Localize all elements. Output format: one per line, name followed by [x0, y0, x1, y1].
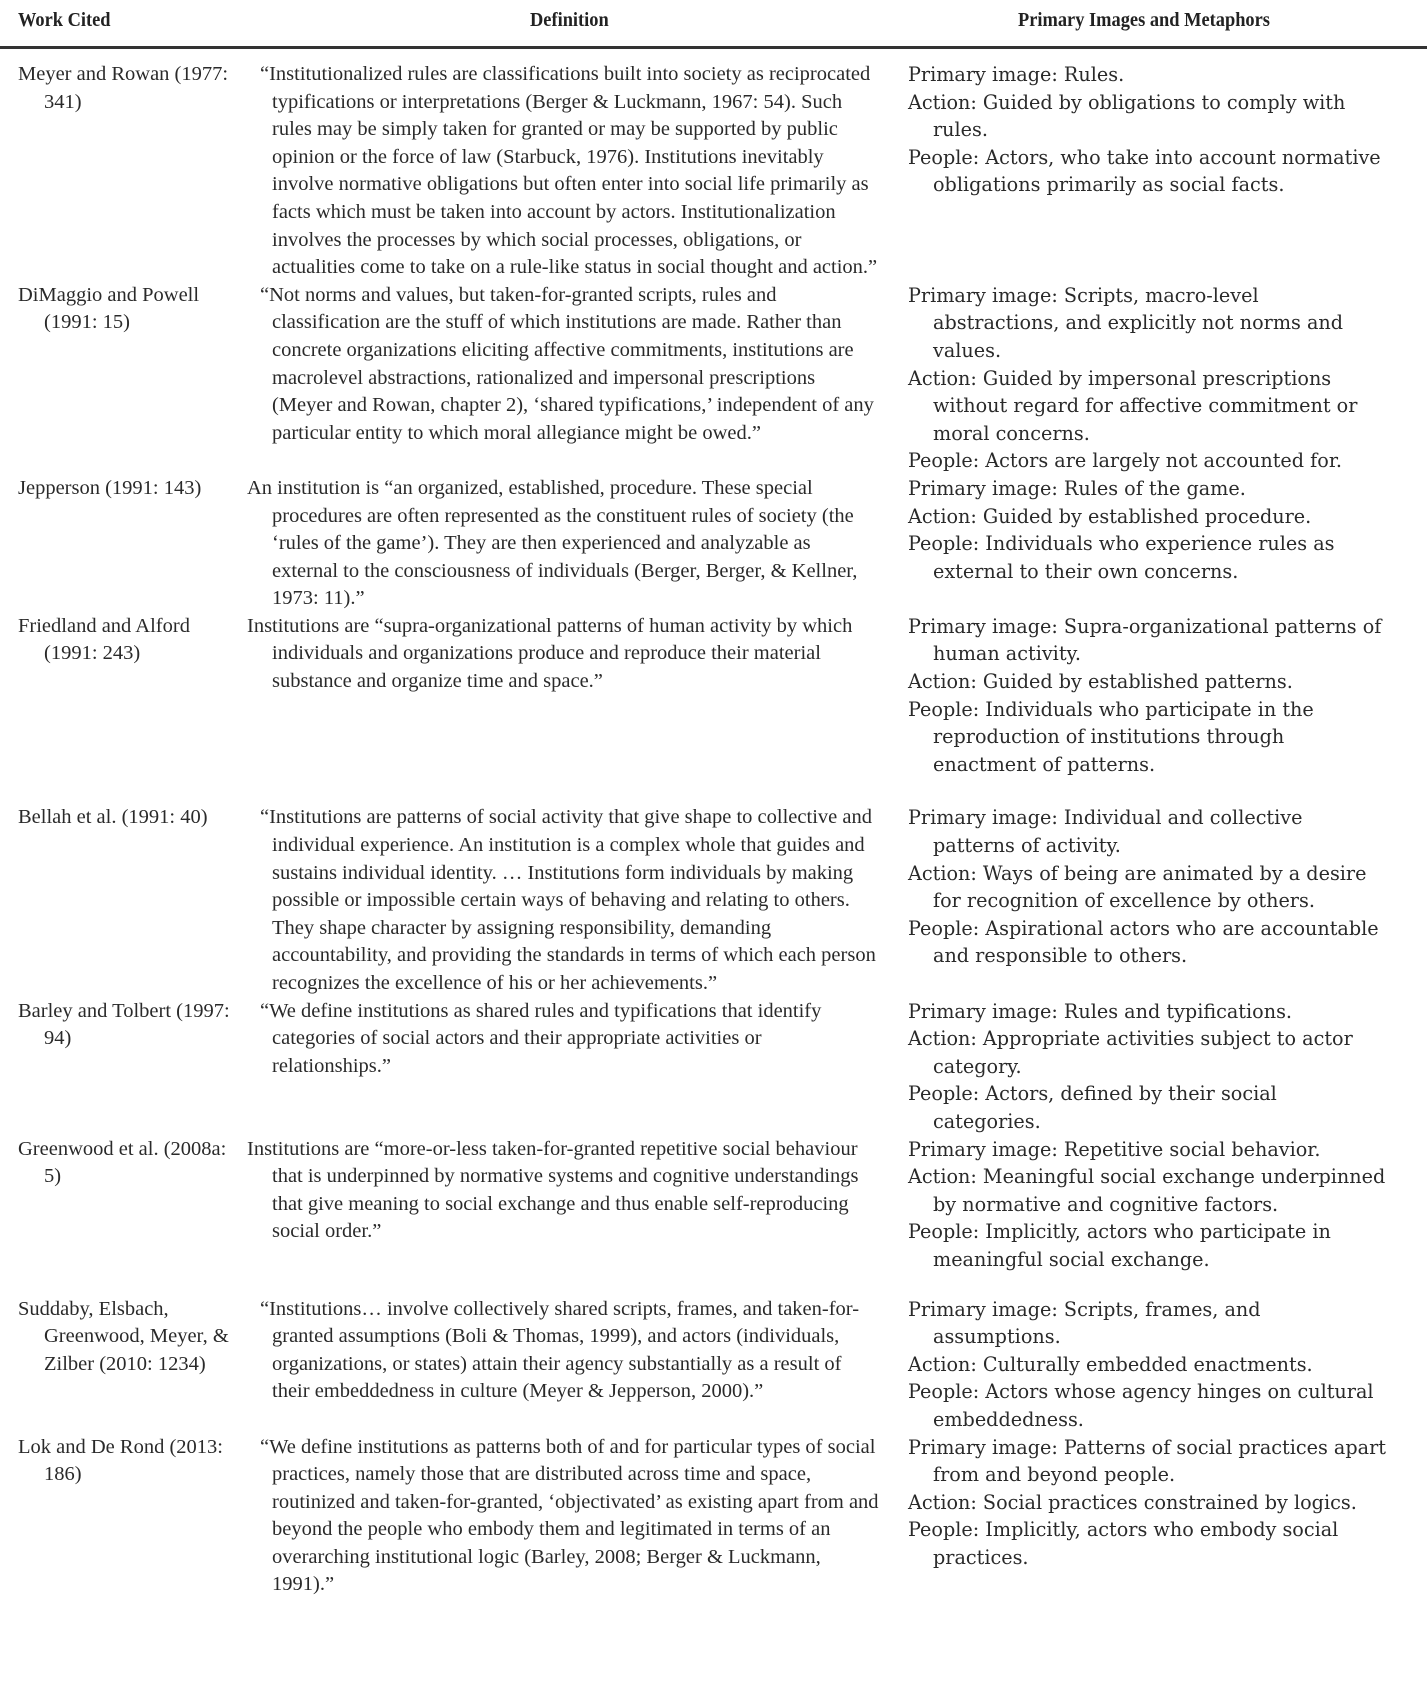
- header-work-cited: Work Cited: [18, 9, 111, 31]
- header-images: Primary Images and Metaphors: [1018, 9, 1270, 31]
- action-text: Action: Appropriate activities subject to actor category.: [908, 1027, 1353, 1078]
- definition-text: “Not norms and values, but taken-for-granted scripts, rules and classification are the stuff of which institutions are made. Rather than concrete organizations eliciting affective commitments, institutions are macrolevel abstractions, rationalized and impersonal prescriptions (Meyer and Rowan, chapter 2), ‘shared typifications,’ independent of any particular entity to which moral allegiance might be owed.”: [260, 283, 874, 444]
- primary-image-text: Primary image: Individual and collective patterns of activity.: [908, 806, 1303, 858]
- table-row: [0, 1136, 1427, 1274]
- images-cell: [879, 61, 1388, 199]
- definition-cell: [247, 998, 879, 1081]
- work-cited-cell: [0, 804, 247, 832]
- work-cited-cell: [0, 613, 247, 668]
- header-definition: Definition: [530, 9, 609, 31]
- work-cited-text: Suddaby, Elsbach, Greenwood, Meyer, & Zilber (2010: 1234): [18, 1297, 229, 1375]
- work-cited-cell: [0, 1136, 247, 1191]
- work-cited-cell: [0, 282, 247, 337]
- table-row: [0, 282, 1427, 475]
- primary-image-text: Primary image: Scripts, frames, and assumptions.: [908, 1297, 1261, 1349]
- table-row: [0, 613, 1427, 779]
- definition-text: “We define institutions as shared rules and typifications that identify categories of social actors and their appropriate activities or relationships.”: [260, 999, 822, 1077]
- images-cell: [879, 475, 1388, 585]
- primary-image-text: Primary image: Rules.: [908, 63, 1125, 86]
- work-cited-text: Friedland and Alford (1991: 243): [18, 614, 190, 665]
- work-cited-cell: [0, 61, 247, 116]
- work-cited-text: Lok and De Rond (2013: 186): [18, 1435, 223, 1486]
- images-cell: [879, 804, 1388, 970]
- people-text: People: Actors whose agency hinges on cultural embeddedness.: [908, 1380, 1374, 1431]
- work-cited-cell: [0, 998, 247, 1053]
- work-cited-text: DiMaggio and Powell (1991: 15): [18, 283, 200, 334]
- primary-image-text: Primary image: Scripts, macro-level abstractions, and explicitly not norms and values.: [908, 283, 1344, 362]
- table-row: [0, 475, 1427, 613]
- people-text: People: Implicitly, actors who participate in meaningful social exchange.: [908, 1220, 1331, 1271]
- table-row: [0, 804, 1427, 997]
- definition-cell: [247, 1434, 879, 1600]
- primary-image-text: Primary image: Supra-organizational patterns of human activity.: [908, 614, 1382, 666]
- action-text: Action: Culturally embedded enactments.: [908, 1352, 1313, 1376]
- action-text: Action: Guided by established patterns.: [908, 670, 1293, 694]
- definition-cell: [247, 613, 879, 696]
- primary-image-text: Primary image: Patterns of social practices apart from and beyond people.: [908, 1435, 1386, 1487]
- action-text: Action: Guided by obligations to comply with rules.: [908, 90, 1346, 142]
- definition-text: “Institutions are patterns of social activity that give shape to collective and individual experience. An institution is a complex whole that guides and sustains individual identity. … Institutions form individuals by making possible or impossible certain ways of behaving and relating to others. They shape character by assigning responsibility, demanding accountability, and providing the standards in terms of which each person recognizes the excellence of his or her achievements.”: [260, 806, 876, 994]
- definition-text: “Institutionalized rules are classifications built into society as reciprocated typifications or interpretations (Berger & Luckmann, 1967: 54). Such rules may be simply taken for granted or may be supported by public opinion or the force of law (Starbuck, 1976). Institutions inevitably involve normative obligations but often enter into social life primarily as facts which must be taken into account by actors. Institutionalization involves the processes by which social processes, obligations, or actualities come to take on a rule-like status in social thought and action.”: [260, 63, 878, 279]
- people-text: People: Implicitly, actors who embody social practices.: [908, 1518, 1339, 1569]
- work-cited-text: Barley and Tolbert (1997: 94): [18, 999, 230, 1050]
- work-cited-cell: [0, 475, 247, 503]
- table-row: [0, 998, 1427, 1136]
- people-text: People: Aspirational actors who are accountable and responsible to others.: [908, 916, 1379, 968]
- definition-cell: [247, 1136, 879, 1246]
- people-text: People: Actors are largely not accounted for.: [908, 449, 1342, 473]
- work-cited-text: Meyer and Rowan (1977: 341): [18, 63, 229, 113]
- images-cell: [879, 1136, 1388, 1274]
- definition-text: Institutions are “supra-organizational patterns of human activity by which individuals and organizations produce and reproduce their material substance and organize time and space.”: [247, 614, 853, 693]
- definition-cell: [247, 61, 879, 282]
- images-cell: [879, 1434, 1388, 1572]
- action-text: Action: Guided by impersonal prescriptions without regard for affective commitment or moral concerns.: [908, 366, 1358, 445]
- primary-image-text: Primary image: Rules of the game.: [908, 476, 1246, 500]
- images-cell: [879, 613, 1388, 779]
- primary-image-text: Primary image: Repetitive social behavior.: [908, 1137, 1321, 1161]
- work-cited-text: Bellah et al. (1991: 40): [18, 806, 208, 829]
- table-row: [0, 1434, 1427, 1600]
- table-body: [0, 49, 1427, 1599]
- work-cited-text: Jepperson (1991: 143): [18, 476, 202, 499]
- definition-text: “We define institutions as patterns both of and for particular types of social practices, namely those that are distributed across time and space, routinized and taken-for-granted, ‘objectivated’ as existing apart from and beyond the people who embody them and legitimated in terms of an overarching institutional logic (Barley, 2008; Berger & Luckmann, 1991).”: [260, 1435, 879, 1596]
- primary-image-text: Primary image: Rules and typifications.: [908, 999, 1293, 1023]
- definition-text: Institutions are “more-or-less taken-for-granted repetitive social behaviour that is underpinned by normative systems and cognitive understandings that give meaning to social exchange and thus enable self-reproducing social order.”: [247, 1137, 859, 1243]
- definition-cell: [247, 1296, 879, 1406]
- people-text: People: Actors, who take into account normative obligations primarily as social facts.: [908, 145, 1381, 197]
- work-cited-cell: [0, 1296, 247, 1379]
- work-cited-text: Greenwood et al. (2008a: 5): [18, 1137, 227, 1188]
- definition-text: “Institutions… involve collectively shared scripts, frames, and taken-for-granted assumptions (Boli & Thomas, 1999), and actors (individuals, organizations, or states) attain their agency substantially as a result of their embeddedness in culture (Meyer & Jepperson, 2000).”: [260, 1297, 860, 1403]
- people-text: People: Individuals who experience rules as external to their own concerns.: [908, 532, 1335, 583]
- table-header: [0, 0, 1427, 49]
- work-cited-cell: [0, 1434, 247, 1489]
- definition-text: An institution is “an organized, established, procedure. These special procedures are often represented as the constituent rules of society (the ‘rules of the game’). They are then experienced and analyzable as external to the consciousness of individuals (Berger, Berger, & Kellner, 1973: 11).”: [247, 476, 858, 610]
- table-row: [0, 61, 1427, 282]
- images-cell: [879, 1296, 1388, 1434]
- definition-cell: [247, 475, 879, 613]
- people-text: People: Actors, defined by their social categories.: [908, 1082, 1277, 1133]
- table-row: [0, 1296, 1427, 1434]
- action-text: Action: Guided by established procedure.: [908, 504, 1312, 528]
- images-cell: [879, 998, 1388, 1136]
- action-text: Action: Social practices constrained by logics.: [908, 1490, 1357, 1514]
- images-cell: [879, 282, 1388, 475]
- action-text: Action: Ways of being are animated by a desire for recognition of excellence by others.: [908, 861, 1367, 913]
- definition-cell: [247, 282, 879, 448]
- action-text: Action: Meaningful social exchange underpinned by normative and cognitive factors.: [908, 1165, 1386, 1216]
- definition-cell: [247, 804, 879, 997]
- people-text: People: Individuals who participate in the reproduction of institutions through enactment of patterns.: [908, 697, 1314, 776]
